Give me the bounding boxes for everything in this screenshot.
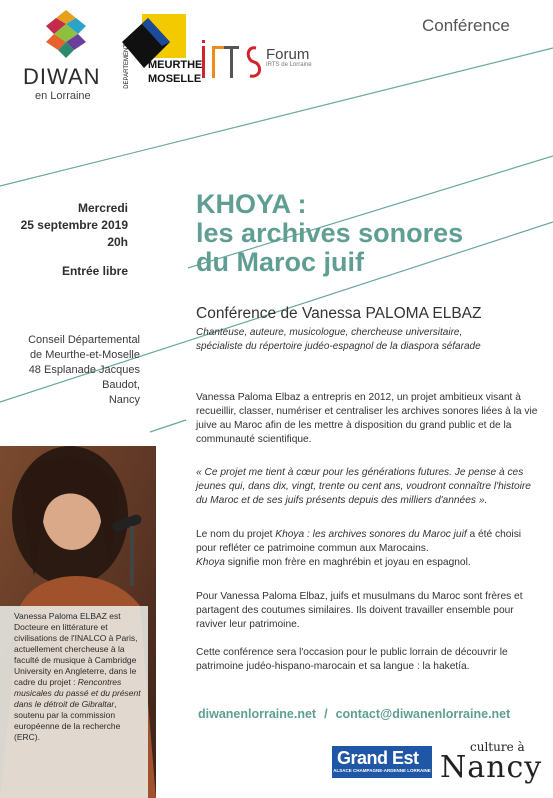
paragraph-conclusion: Cette conférence sera l'occasion pour le public lorrain de découvrir le patrimoine judéo-hispano-marocain et sa langue : la haketía.	[196, 647, 508, 672]
diwan-logo-text: DIWAN	[23, 64, 101, 89]
mm-line-2: MOSELLE	[148, 73, 202, 85]
diwan-logo-mosaic-icon	[46, 10, 86, 58]
p3-part-b: Khoya : les archives sonores du Maroc juif	[275, 529, 467, 540]
event-day: Mercredi	[77, 201, 128, 215]
paragraph-intro: Vanessa Paloma Elbaz a entrepris en 2012, un projet ambitieux visant à recueillir, classer, numériser et centraliser les archives sonores liées à la vie juive au Maroc afin de les mettre à disposition du grand public et de la communauté scientifique.	[196, 392, 538, 445]
meurthe-moselle-logo-text	[148, 58, 202, 86]
event-date: 25 septembre 2019	[20, 218, 128, 232]
title-line-2: les archives sonores	[196, 218, 464, 248]
paragraph-quote	[196, 466, 542, 508]
mm-line-1: MEURTHE	[148, 59, 203, 71]
culture-nancy-line-1: culture à	[470, 740, 525, 754]
photo-caption	[0, 606, 148, 798]
irts-logo-icon	[200, 40, 266, 90]
title-line-1: KHOYA :	[196, 189, 307, 219]
caption-part-c: , soutenu par la commission européenne de la recherche (ERC).	[14, 699, 121, 742]
caption-part-b: Rencontres musicales du passé et du présent dans le détroit de Gibraltar	[14, 677, 141, 709]
venue-line-1: Conseil Départemental	[28, 334, 140, 346]
contact-email-link[interactable]: contact@diwanenlorraine.net	[335, 707, 511, 721]
page-title	[196, 190, 526, 277]
event-date-block	[18, 200, 128, 251]
website-link[interactable]: diwanenlorraine.net	[198, 707, 317, 721]
p3-part-c: a été choisi pour refléter ce patrimoine commun aux Marocains.	[196, 529, 522, 554]
meurthe-moselle-vertical-label: DÉPARTEMENT	[124, 44, 130, 89]
p3-part-d: Khoya	[196, 557, 225, 568]
grand-est-logo-text: Grand Est	[337, 748, 419, 768]
p3-part-a: Le nom du projet	[196, 529, 276, 540]
p3-part-e: signifie mon frère en maghrébin et joyau en espagnol.	[224, 557, 471, 568]
speaker-desc-line-2: spécialiste du répertoire judéo-espagnol de la diaspora séfarade	[196, 341, 481, 352]
title-line-3: du Maroc juif	[196, 247, 364, 277]
caption-part-a: Vanessa Paloma ELBAZ est Docteure en littérature et civilisations de l'INALCO à Paris, actuellement chercheuse à la faculté de musique à Cambridge University en Angleterre, dans le cadre du projet :	[14, 611, 138, 687]
speaker-heading: Conférence de Vanessa PALOMA ELBAZ	[196, 305, 482, 322]
speaker-desc-line-1: Chanteuse, auteure, musicologue, chercheuse universitaire,	[196, 327, 463, 338]
venue-line-4: Nancy	[108, 394, 140, 406]
links-separator: /	[324, 707, 328, 721]
irts-forum-subtitle: IRTS de Lorraine	[266, 62, 312, 68]
irts-forum-text: Forum	[266, 46, 310, 63]
quote-text: « Ce projet me tient à cœur pour les générations futures. Je pense à ces jeunes qui, dans dix, vingt, trente ou cent ans, voudront connaître l'histoire du Maroc et de ses juifs présents depuis des milliers d'années ».	[196, 467, 531, 506]
diwan-logo-subtitle: en Lorraine	[35, 90, 91, 102]
contact-links	[198, 707, 543, 721]
event-entry: Entrée libre	[61, 264, 128, 278]
grand-est-logo-subtitle: ALSACE CHAMPAGNE-ARDENNE LORRAINE	[333, 768, 431, 773]
venue-line-3: 48 Esplanade Jacques Baudot,	[28, 364, 140, 391]
grand-est-logo	[332, 746, 432, 778]
speaker-description	[196, 326, 536, 354]
conference-tag: Conférence	[422, 16, 510, 35]
culture-nancy-line-2: Nancy	[440, 750, 543, 785]
paragraph-project-name	[196, 528, 542, 570]
venue-line-2: de Meurthe-et-Moselle	[29, 349, 140, 361]
paragraph-brothers: Pour Vanessa Paloma Elbaz, juifs et musulmans du Maroc sont frères et partagent des coutumes similaires. Ils doivent travailler ensemble pour raviver leur patrimoine.	[196, 591, 523, 630]
event-venue	[6, 333, 140, 408]
event-time: 20h	[107, 235, 128, 249]
